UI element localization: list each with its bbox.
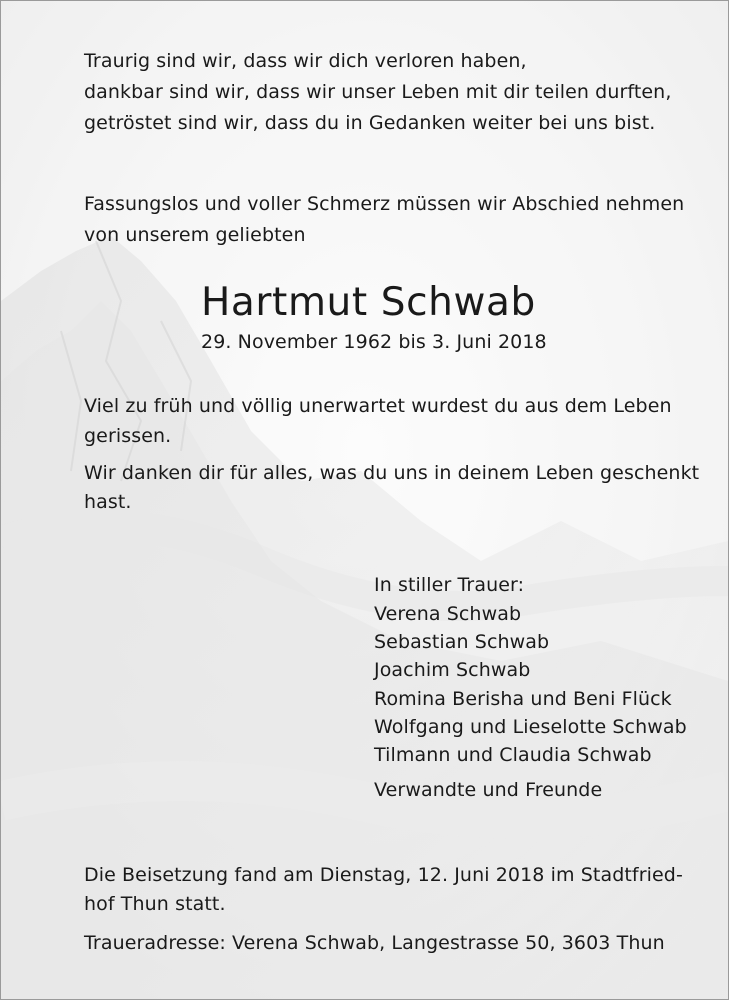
mourner-name: Tilmann und Claudia Schwab — [374, 744, 652, 766]
burial-line-2: hof Thun statt. — [84, 893, 226, 915]
message-2-line-2: hast. — [84, 491, 132, 513]
deceased-dates: 29. November 1962 bis 3. Juni 2018 — [201, 331, 547, 353]
obituary-text — [1, 1, 728, 999]
intro-line-1: Fassungslos und voller Schmerz müssen wir Abschied nehmen — [84, 193, 685, 215]
verse-line-1: Traurig sind wir, dass wir dich verloren haben, — [84, 50, 527, 72]
deceased-name: Hartmut Schwab — [201, 280, 536, 325]
burial-line-1: Die Beisetzung fand am Dienstag, 12. Juni 2018 im Stadtfried- — [84, 864, 683, 886]
mourners-heading: In stiller Trauer: — [374, 574, 525, 596]
verse-line-3: getröstet sind wir, dass du in Gedanken weiter bei uns bist. — [84, 112, 656, 134]
mourning-address: Traueradresse: Verena Schwab, Langestrasse 50, 3603 Thun — [84, 932, 665, 954]
mourner-name: Joachim Schwab — [374, 659, 531, 681]
mourner-name: Sebastian Schwab — [374, 631, 550, 653]
message-2-line-1: Wir danken dir für alles, was du uns in deinem Leben geschenkt — [84, 462, 700, 484]
mourner-name: Wolfgang und Lieselotte Schwab — [374, 716, 687, 738]
verse-line-2: dankbar sind wir, dass wir unser Leben mit dir teilen durften, — [84, 81, 672, 103]
mourners-others: Verwandte und Freunde — [374, 779, 603, 801]
intro-line-2: von unserem geliebten — [84, 224, 306, 246]
mourner-name: Romina Berisha und Beni Flück — [374, 688, 672, 710]
message-1-line-2: gerissen. — [84, 425, 172, 447]
message-1-line-1: Viel zu früh und völlig unerwartet wurdest du aus dem Leben — [84, 395, 672, 417]
mourner-name: Verena Schwab — [374, 603, 522, 625]
